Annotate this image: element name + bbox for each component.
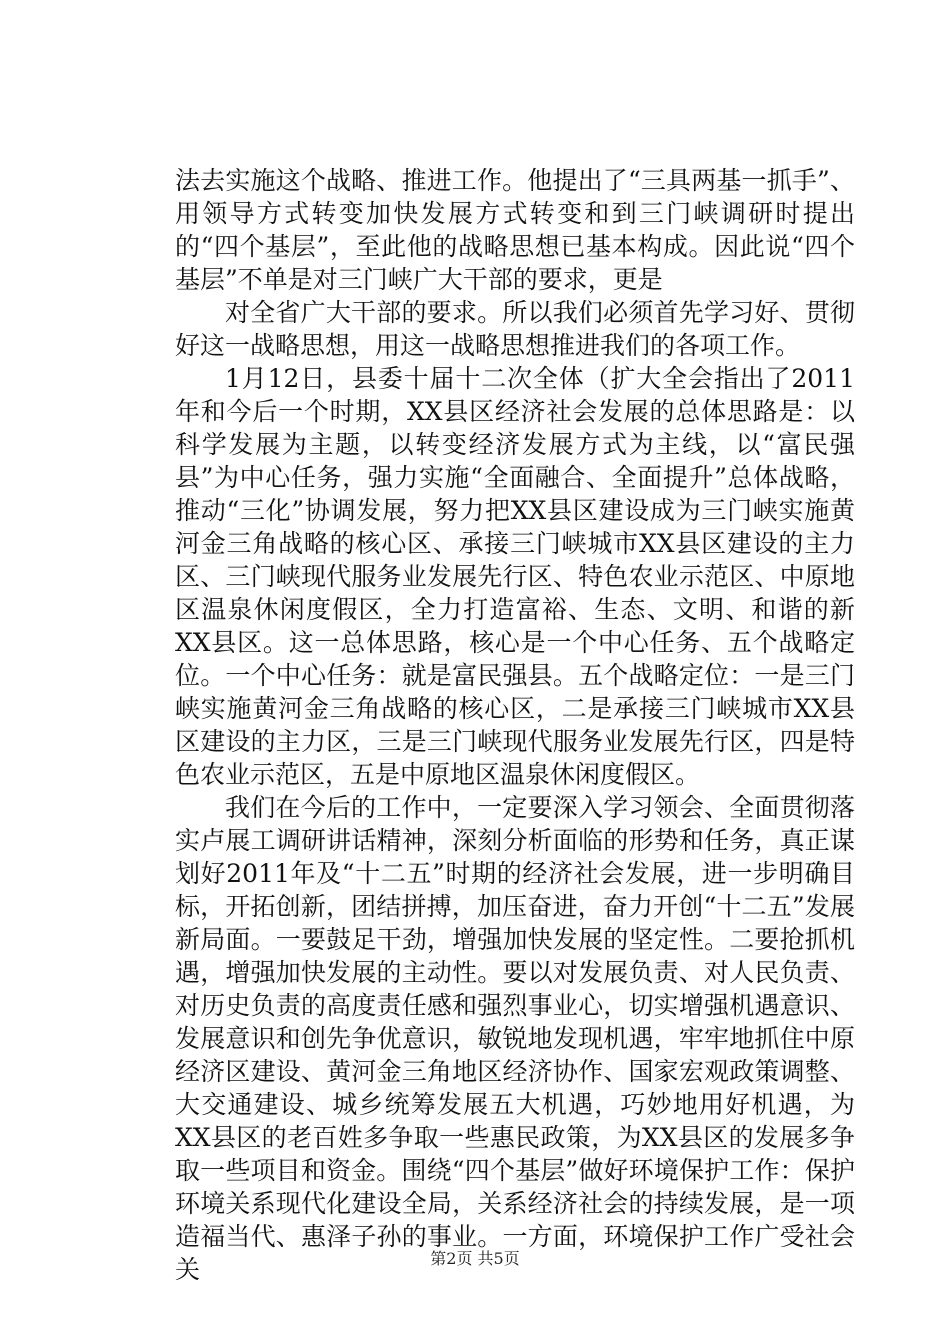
paragraph-continued: 法去实施这个战略、推进工作。他提出了“三具两基一抓手”、用领导方式转变加快发展方式转变和到三门峡调研时提出的“四个基层”，至此他的战略思想已基本构成。因此说“四个基层”不单是对三门峡广大干部的要求，更是 bbox=[175, 166, 855, 294]
document-body bbox=[175, 164, 855, 1286]
paragraph: 我们在今后的工作中，一定要深入学习领会、全面贯彻落实卢展工调研讲话精神，深刻分析面临的形势和任务，真正谋划好2011年及“十二五”时期的经济社会发展，进一步明确目标，开拓创新，团结拼搏，加压奋进，奋力开创“十二五”发展新局面。一要鼓足干劲，增强加快发展的坚定性。二要抢抓机遇，增强加快发展的主动性。要以对发展负责、对人民负责、对历史负责的高度责任感和强烈事业心，切实增强机遇意识、发展意识和创先争优意识，敏锐地发现机遇，牢牢地抓住中原经济区建设、黄河金三角地区经济协作、国家宏观政策调整、大交通建设、城乡统筹发展五大机遇，巧妙地用好机遇，为XX县区的老百姓多争取一些惠民政策，为XX县区的发展多争取一些项目和资金。围绕“四个基层”做好环境保护工作：保护环境关系现代化建设全局，关系经济社会的持续发展，是一项造福当代、惠泽子孙的事业。一方面，环境保护工作广受社会关 bbox=[175, 793, 855, 1284]
page-number-footer: 第2页 共5页 bbox=[430, 1249, 520, 1268]
paragraph: 1月12日，县委十届十二次全体（扩大全会指出了2011年和今后一个时期，XX县区经济社会发展的总体思路是：以科学发展为主题，以转变经济发展方式为主线，以“富民强县”为中心任务，强力实施“全面融合、全面提升”总体战略，推动“三化”协调发展，努力把XX县区建设成为三门峡实施黄河金三角战略的核心区、承接三门峡城市XX县区建设的主力区、三门峡现代服务业发展先行区、特色农业示范区、中原地区温泉休闲度假区，全力打造富裕、生态、文明、和谐的新XX县区。这一总体思路，核心是一个中心任务、五个战略定位。一个中心任务：就是富民强县。五个战略定位：一是三门峡实施黄河金三角战略的核心区，二是承接三门峡城市XX县区建设的主力区，三是三门峡现代服务业发展先行区，四是特色农业示范区，五是中原地区温泉休闲度假区。 bbox=[175, 364, 855, 789]
paragraph: 对全省广大干部的要求。所以我们必须首先学习好、贯彻好这一战略思想，用这一战略思想推进我们的各项工作。 bbox=[175, 298, 855, 360]
